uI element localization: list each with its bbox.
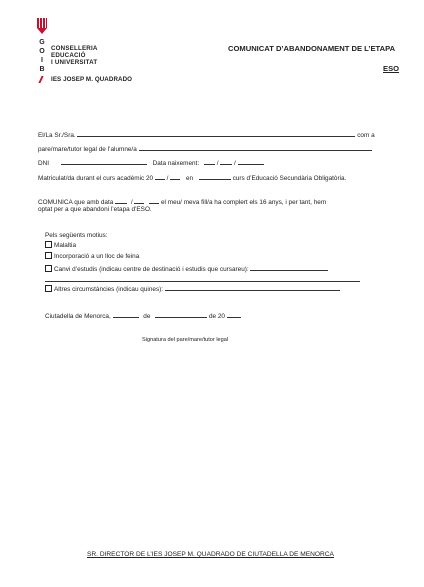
course-year-end-field[interactable] <box>170 172 180 180</box>
communication-line-2: optat per a que abandoni l’etapa d’ESO. <box>38 206 152 213</box>
year-prefix-label: de 20 <box>208 313 225 320</box>
illness-checkbox[interactable] <box>45 241 52 248</box>
govern-logo <box>37 18 177 88</box>
study-change-extra-field[interactable] <box>45 274 360 282</box>
logo-line: CONSELLERIA <box>51 45 98 52</box>
enrolment-line <box>38 172 346 182</box>
date-separator: / <box>130 199 133 206</box>
communication-text: el meu/ meva fill/a ha complert els 16 anys, i per tant, hem <box>161 199 327 206</box>
student-name-field[interactable] <box>139 143 372 151</box>
in-label: en <box>186 175 194 182</box>
dni-label: DNI <box>38 160 50 167</box>
job-checkbox[interactable] <box>45 252 52 259</box>
coat-of-arms-icon <box>37 18 47 34</box>
communicates-label: COMUNICA que amb data <box>38 199 114 206</box>
reason-other <box>45 283 340 293</box>
birth-month-field[interactable] <box>220 157 232 165</box>
reason-label: Canvi d’estudis (indicau centre de destinació i estudis que cursareu): <box>54 266 249 273</box>
of-label: de <box>143 313 151 320</box>
date-month-field[interactable] <box>134 196 144 204</box>
study-change-field[interactable] <box>250 263 328 271</box>
reason-job <box>45 252 139 260</box>
dni-birth-line <box>38 157 264 167</box>
date-separator: / <box>234 160 236 167</box>
reasons-title: Pels següents motius: <box>45 232 108 239</box>
birth-date-label: Data naixement: <box>152 160 200 167</box>
recipient-footer: SR. DIRECTOR DE L’IES JOSEP M. QUADRADO DE CIUTADELLA DE MENORCA <box>87 551 334 558</box>
reason-label: Altres circumstàncies (indicau quines): <box>54 286 164 293</box>
logo-line: I UNIVERSITAT <box>51 59 98 66</box>
student-name-line <box>38 143 372 153</box>
reason-study-change <box>45 263 328 273</box>
document-title: COMUNICAT D’ABANDONAMENT DE L’ETAPA <box>228 44 396 53</box>
school-name: IES JOSEP M. QUADRADO <box>51 76 133 83</box>
logo-line: EDUCACIÓ <box>51 52 86 59</box>
stage-label: ESO <box>383 64 400 73</box>
year-separator: / <box>166 175 169 182</box>
course-suffix-label: curs d’Educació Secundària Obligatòria. <box>232 175 347 182</box>
sign-year-field[interactable] <box>227 310 241 318</box>
signature-label: Signatura del pare/mare/tutor legal <box>142 337 229 343</box>
date-place-line <box>45 310 241 320</box>
other-reason-field[interactable] <box>165 283 340 291</box>
date-day-field[interactable] <box>115 196 127 204</box>
course-year-start-field[interactable] <box>155 172 165 180</box>
date-year-field[interactable] <box>149 196 159 204</box>
student-name-label: pare/mare/tutor legal de l’alumne/a <box>38 146 137 153</box>
role-label: com a <box>357 132 375 139</box>
logo-letter: G <box>39 39 45 46</box>
parent-name-field[interactable] <box>77 129 355 137</box>
logo-slash-icon <box>38 76 43 83</box>
logo-letter: I <box>41 57 43 64</box>
sign-day-field[interactable] <box>113 310 139 318</box>
study-change-checkbox[interactable] <box>45 265 52 272</box>
reason-illness <box>45 241 76 249</box>
logo-letter: B <box>39 66 45 73</box>
course-level-field[interactable] <box>199 172 231 180</box>
date-separator: / <box>216 160 219 167</box>
dni-field[interactable] <box>61 157 147 165</box>
parent-name-label: El/La Sr./Sra. <box>38 132 76 139</box>
birth-day-field[interactable] <box>204 157 215 165</box>
sign-month-field[interactable] <box>155 310 207 318</box>
enrolment-label: Matriculat/da durant el curs acadèmic 20 <box>38 175 154 182</box>
parent-name-line <box>38 129 375 139</box>
birth-year-field[interactable] <box>238 157 264 165</box>
reason-label: Malaltia <box>54 242 77 249</box>
reason-label: Incorporació a un lloc de feina <box>54 253 140 260</box>
communication-line <box>38 196 326 206</box>
logo-letter: O <box>39 48 45 55</box>
place-label: Ciutadella de Menorca, <box>45 313 111 320</box>
other-checkbox[interactable] <box>45 285 52 292</box>
